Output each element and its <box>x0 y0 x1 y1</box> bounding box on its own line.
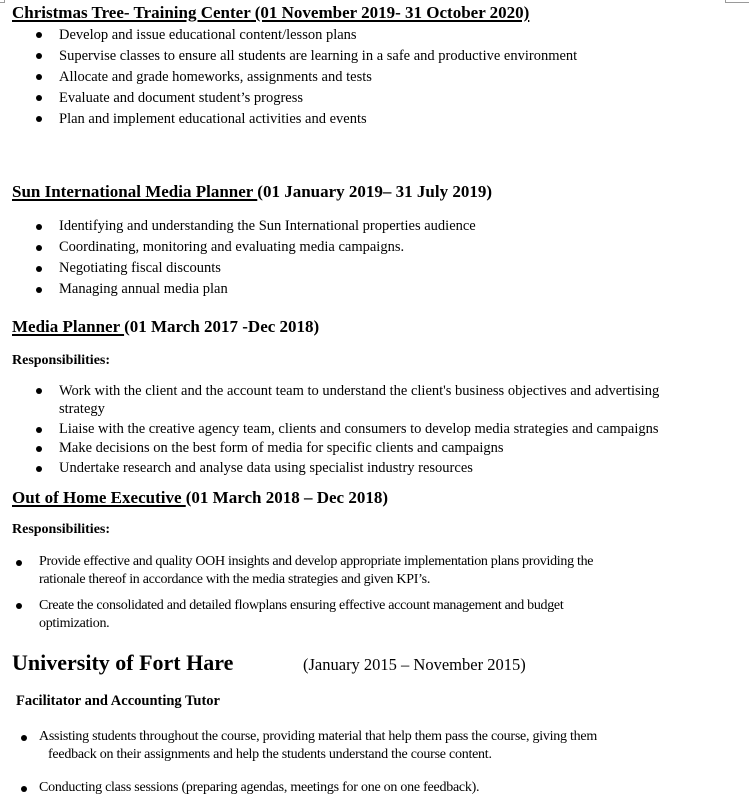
job-title: Media Planner <box>12 317 125 336</box>
job-dates: (01 March 2017 -Dec 2018) <box>124 317 320 336</box>
list-item-continuation: strategy <box>59 401 105 417</box>
list-item: Coordinating, monitoring and evaluating media campaigns. <box>59 239 405 255</box>
crop-mark <box>725 2 749 3</box>
responsibilities-label: Responsibilities: <box>12 353 111 368</box>
section-heading-christmas-tree <box>12 3 529 23</box>
responsibilities-label: Responsibilities: <box>12 522 111 537</box>
bullet-icon <box>36 287 42 293</box>
job-dates: (01 March 2018 – Dec 2018) <box>185 488 388 507</box>
institution-dates: (January 2015 – November 2015) <box>303 655 526 674</box>
bullet-icon <box>36 266 42 272</box>
list-item: Undertake research and analyse data using specialist industry resources <box>59 460 473 476</box>
bullet-icon <box>21 786 27 792</box>
list-item: Allocate and grade homeworks, assignments and tests <box>59 69 372 85</box>
bullet-icon <box>36 388 42 394</box>
bullet-icon <box>36 53 42 59</box>
list-item: Negotiating fiscal discounts <box>59 260 221 276</box>
list-item: Identifying and understanding the Sun International properties audience <box>59 218 476 234</box>
bullet-icon <box>21 735 27 741</box>
job-dates: (01 January 2019– 31 July 2019) <box>257 182 492 201</box>
bullet-icon <box>36 466 42 472</box>
bullet-icon <box>16 603 22 609</box>
bullet-icon <box>36 427 42 433</box>
list-item: Work with the client and the account team to understand the client's business objectives and advertising <box>59 383 660 399</box>
list-item: Plan and implement educational activities and events <box>59 111 367 127</box>
list-item: Create the consolidated and detailed flowplans ensuring effective account management and budget <box>39 598 564 613</box>
list-item: Evaluate and document student’s progress <box>59 90 304 106</box>
section-heading-sun-international <box>12 182 492 202</box>
list-item: Liaise with the creative agency team, clients and consumers to develop media strategies and campaigns <box>59 421 659 437</box>
list-item: Assisting students throughout the course, providing material that help them pass the course, giving them <box>39 729 598 744</box>
section-heading-out-of-home <box>12 488 388 508</box>
job-title: Sun International Media Planner <box>12 182 258 201</box>
list-item: Provide effective and quality OOH insights and develop appropriate implementation plans providing the <box>39 554 594 569</box>
bullet-icon <box>36 116 42 122</box>
list-item: Managing annual media plan <box>59 281 228 297</box>
job-dates: (01 November 2019- 31 October 2020) <box>250 3 530 22</box>
bullet-icon <box>36 245 42 251</box>
job-title: Out of Home Executive <box>12 488 186 507</box>
list-item-continuation: rationale thereof in accordance with the media strategies and given KPI’s. <box>39 572 431 587</box>
bullet-icon <box>36 446 42 452</box>
section-heading-media-planner <box>12 317 319 337</box>
bullet-icon <box>36 95 42 101</box>
role-subtitle: Facilitator and Accounting Tutor <box>16 693 220 709</box>
bullet-icon <box>36 32 42 38</box>
list-item: Supervise classes to ensure all students are learning in a safe and productive environment <box>59 48 578 64</box>
bullet-icon <box>36 224 42 230</box>
bullet-icon <box>16 560 22 566</box>
list-item: Conducting class sessions (preparing agendas, meetings for one on one feedback). <box>39 780 480 795</box>
institution-title: University of Fort Hare <box>12 650 234 675</box>
bullet-icon <box>36 74 42 80</box>
list-item-continuation: feedback on their assignments and help the students understand the course content. <box>48 747 492 762</box>
list-item: Make decisions on the best form of media for specific clients and campaigns <box>59 440 504 456</box>
list-item-continuation: optimization. <box>39 616 110 631</box>
crop-mark <box>0 2 5 3</box>
job-title: Christmas Tree- Training Center <box>12 3 251 22</box>
list-item: Develop and issue educational content/lesson plans <box>59 27 357 43</box>
